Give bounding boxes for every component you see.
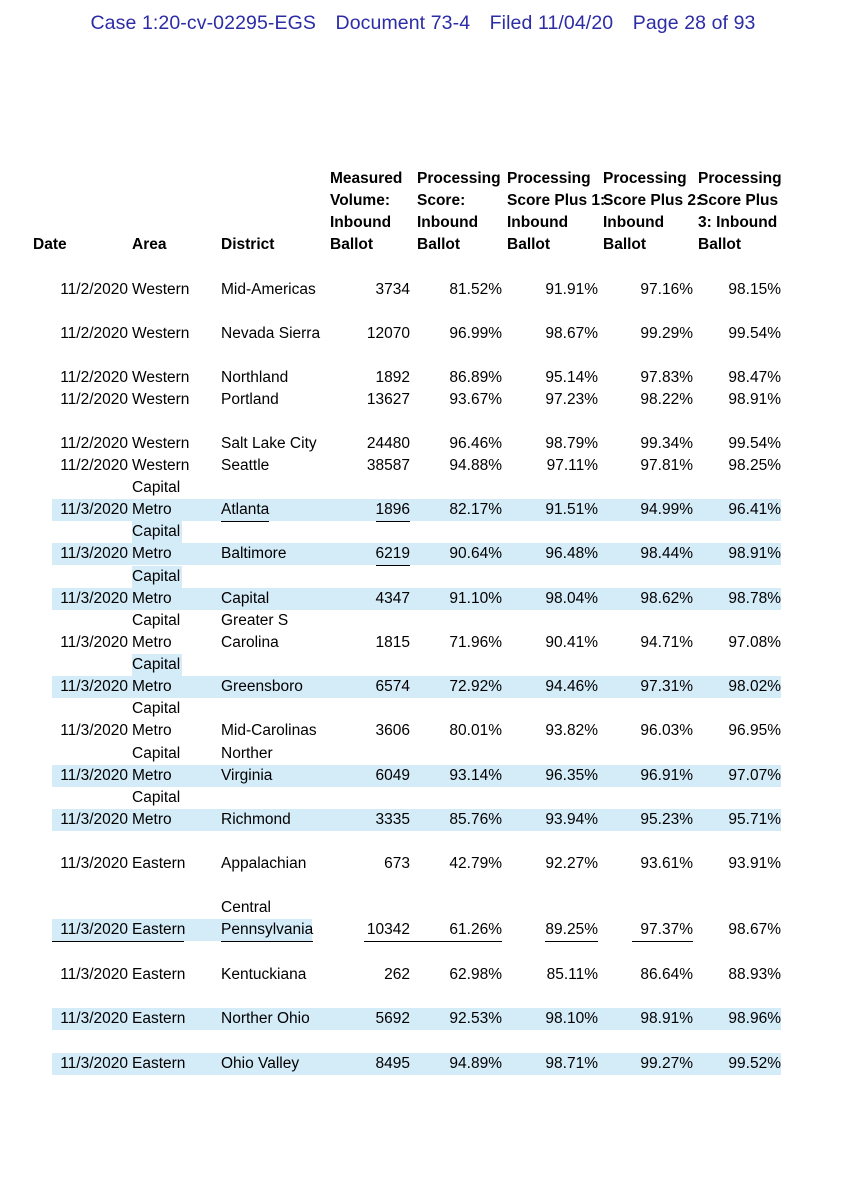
cell-plus1: 98.04% — [545, 590, 598, 607]
table-row — [0, 612, 846, 654]
table-row — [0, 789, 846, 831]
cell-plus1: 96.48% — [545, 545, 598, 562]
column-header-line: Score: — [417, 192, 466, 209]
table-row — [0, 1053, 846, 1075]
cell-plus3: 98.15% — [728, 281, 781, 298]
cell-plus1: 92.27% — [545, 855, 598, 872]
column-header-volume — [330, 168, 402, 256]
column-header-line: Volume: — [330, 192, 390, 209]
cell-area-line2: Metro — [132, 678, 172, 695]
cell-score: 61.26% — [449, 921, 502, 938]
cell-volume: 12070 — [366, 325, 410, 342]
table-row — [0, 899, 846, 941]
cell-district-line1: Norther — [221, 745, 273, 762]
cell-plus3: 96.41% — [728, 501, 781, 518]
cell-score: 82.17% — [449, 501, 502, 518]
cell-date: 11/3/2020 — [60, 966, 128, 983]
cell-plus2: 97.83% — [640, 369, 693, 386]
cell-plus2: 99.27% — [640, 1055, 693, 1072]
cell-plus2: 94.71% — [640, 634, 693, 651]
cell-score: 96.99% — [449, 325, 502, 342]
column-header-score — [417, 168, 501, 256]
cell-date: 11/3/2020 — [60, 767, 128, 784]
cell-plus2: 98.91% — [640, 1010, 693, 1027]
table-row — [0, 700, 846, 742]
cell-plus2: 99.29% — [640, 325, 693, 342]
cell-district: Kentuckiana — [221, 966, 307, 983]
table-row — [0, 656, 846, 698]
cell-score: 71.96% — [449, 634, 502, 651]
table-row — [0, 568, 846, 610]
cell-volume: 8495 — [375, 1055, 410, 1072]
cell-area: Eastern — [132, 966, 186, 983]
cell-district: Appalachian — [221, 855, 307, 872]
table-row — [0, 455, 846, 477]
table-row — [0, 389, 846, 411]
column-header-date — [33, 234, 67, 256]
column-header-line: Inbound — [603, 214, 665, 231]
column-header-line: Score Plus 2: — [603, 192, 702, 209]
cell-plus1: 93.94% — [545, 811, 598, 828]
cell-score: 93.14% — [449, 767, 502, 784]
cell-plus3: 96.95% — [728, 722, 781, 739]
cell-score: 86.89% — [449, 369, 502, 386]
cell-district: Mid-Americas — [221, 281, 316, 298]
table-row — [0, 853, 846, 875]
cell-area: Eastern — [132, 921, 186, 938]
cell-district: Capital — [221, 590, 270, 607]
case-number: Case 1:20-cv-02295-EGS — [90, 12, 316, 34]
row-underline — [632, 941, 693, 942]
column-header-plus2 — [603, 168, 701, 256]
cell-date: 11/3/2020 — [60, 1010, 128, 1027]
column-header-line: Ballot — [330, 236, 374, 253]
cell-district: Seattle — [221, 457, 270, 474]
column-header-line: Processing — [603, 170, 687, 187]
cell-plus3: 98.47% — [728, 369, 781, 386]
table-row — [0, 745, 846, 787]
cell-plus2: 86.64% — [640, 966, 693, 983]
cell-area-line2: Metro — [132, 501, 172, 518]
cell-volume: 6219 — [376, 543, 410, 566]
cell-score: 94.89% — [449, 1055, 502, 1072]
column-header-district — [221, 234, 274, 256]
cell-area: Western — [132, 457, 190, 474]
cell-plus1: 91.91% — [545, 281, 598, 298]
cell-plus2: 99.34% — [640, 435, 693, 452]
cell-area-line1: Capital — [132, 612, 181, 629]
cell-district: Mid-Carolinas — [221, 722, 317, 739]
cell-plus1: 97.23% — [545, 391, 598, 408]
cell-area-line1: Capital — [132, 700, 181, 717]
column-header-area — [132, 234, 166, 256]
cell-date: 11/2/2020 — [60, 457, 128, 474]
column-header-line: Processing — [507, 170, 591, 187]
cell-plus3: 99.52% — [728, 1055, 781, 1072]
table-row — [0, 1008, 846, 1030]
cell-area-line1: Capital — [132, 479, 181, 496]
cell-plus3: 98.25% — [728, 457, 781, 474]
cell-plus2: 96.03% — [640, 722, 693, 739]
cell-plus2: 98.44% — [640, 545, 693, 562]
cell-plus3: 98.67% — [728, 921, 781, 938]
cell-volume: 13627 — [366, 391, 410, 408]
cell-plus3: 95.71% — [728, 811, 781, 828]
cell-district-line1: Central — [221, 899, 271, 916]
table-row — [0, 279, 846, 301]
cell-plus2: 95.23% — [640, 811, 693, 828]
cell-plus3: 98.96% — [728, 1010, 781, 1027]
cell-plus3: 98.78% — [728, 590, 781, 607]
column-header-line: District — [221, 236, 275, 253]
cell-plus3: 98.02% — [728, 678, 781, 695]
cell-score: 80.01% — [449, 722, 502, 739]
cell-volume: 3734 — [375, 281, 410, 298]
cell-plus1: 98.10% — [545, 1010, 598, 1027]
cell-district-line2: Pennsylvania — [221, 919, 313, 942]
cell-volume: 6574 — [375, 678, 410, 695]
cell-area-line2: Metro — [132, 634, 172, 651]
table-row — [0, 479, 846, 521]
row-underline — [545, 941, 598, 942]
cell-volume: 38587 — [366, 457, 410, 474]
cell-date: 11/2/2020 — [60, 325, 128, 342]
cell-area: Western — [132, 325, 190, 342]
cell-district-line1: Greater S — [221, 612, 289, 629]
column-header-line: Processing — [698, 170, 782, 187]
cell-plus3: 97.07% — [728, 767, 781, 784]
row-underline — [364, 941, 502, 942]
cell-plus1: 85.11% — [546, 966, 598, 983]
cell-plus2: 97.31% — [640, 678, 693, 695]
cell-plus3: 93.91% — [728, 855, 781, 872]
cell-plus2: 98.22% — [640, 391, 693, 408]
cell-score: 94.88% — [449, 457, 502, 474]
cell-area: Western — [132, 391, 190, 408]
cell-plus3: 99.54% — [728, 325, 781, 342]
cell-area: Western — [132, 281, 190, 298]
cell-score: 62.98% — [449, 966, 502, 983]
cell-district: Nevada Sierra — [221, 325, 321, 342]
cell-area: Eastern — [132, 855, 186, 872]
table-row — [0, 323, 846, 345]
cell-area-line1: Capital — [132, 568, 181, 585]
cell-area-line2: Metro — [132, 767, 172, 784]
column-header-plus3 — [698, 168, 782, 256]
cell-score: 85.76% — [449, 811, 502, 828]
cell-volume: 10342 — [366, 921, 410, 938]
column-header-line: Inbound — [330, 214, 392, 231]
cell-plus1: 95.14% — [545, 369, 598, 386]
cell-date: 11/2/2020 — [60, 369, 128, 386]
cell-date: 11/2/2020 — [60, 391, 128, 408]
cell-score: 96.46% — [449, 435, 502, 452]
column-header-line: 3: Inbound — [698, 214, 778, 231]
cell-date: 11/3/2020 — [60, 634, 128, 651]
cell-score: 91.10% — [449, 590, 502, 607]
cell-date: 11/3/2020 — [60, 590, 128, 607]
cell-district: Ohio Valley — [221, 1055, 300, 1072]
cell-area-line2: Metro — [132, 545, 172, 562]
cell-volume: 4347 — [375, 590, 410, 607]
cell-volume: 5692 — [375, 1010, 410, 1027]
cell-date: 11/3/2020 — [60, 678, 128, 695]
cell-volume: 262 — [384, 966, 410, 983]
cell-plus2: 98.62% — [640, 590, 693, 607]
cell-plus3: 88.93% — [728, 966, 781, 983]
cell-volume: 24480 — [366, 435, 410, 452]
column-header-line: Ballot — [603, 236, 647, 253]
cell-score: 92.53% — [449, 1010, 502, 1027]
cell-plus3: 99.54% — [728, 435, 781, 452]
cell-plus1: 98.67% — [545, 325, 598, 342]
column-header-line: Ballot — [417, 236, 461, 253]
cell-volume: 6049 — [375, 767, 410, 784]
cell-plus1: 96.35% — [545, 767, 598, 784]
cell-volume: 1815 — [375, 634, 410, 651]
cell-volume: 3335 — [375, 811, 410, 828]
cell-plus3: 98.91% — [728, 545, 781, 562]
column-header-line: Area — [132, 236, 167, 253]
cell-plus2: 97.16% — [640, 281, 693, 298]
column-header-line: Score Plus 1: — [507, 192, 606, 209]
cell-plus2: 94.99% — [640, 501, 693, 518]
filed-date: Filed 11/04/20 — [489, 12, 614, 34]
cell-plus3: 98.91% — [728, 391, 781, 408]
cell-area-line1: Capital — [132, 523, 181, 540]
cell-area: Eastern — [132, 1010, 186, 1027]
cell-area: Western — [132, 369, 190, 386]
cell-district-line2: Carolina — [221, 634, 279, 651]
cell-volume: 3606 — [375, 722, 410, 739]
row-underline — [52, 941, 184, 942]
document-number: Document 73-4 — [335, 12, 471, 34]
cell-score: 81.52% — [449, 281, 502, 298]
column-header-line: Ballot — [698, 236, 742, 253]
cell-district: Atlanta — [221, 499, 269, 522]
column-header-line: Inbound — [507, 214, 569, 231]
cell-volume: 673 — [384, 855, 410, 872]
cell-area-line2: Metro — [132, 722, 172, 739]
cell-score: 90.64% — [449, 545, 502, 562]
cell-date: 11/3/2020 — [60, 921, 128, 938]
table-row — [0, 367, 846, 389]
cell-district: Salt Lake City — [221, 435, 317, 452]
cell-district: Northland — [221, 369, 289, 386]
cell-district: Greensboro — [221, 678, 303, 695]
column-header-plus1 — [507, 168, 605, 256]
cell-plus1: 89.25% — [545, 921, 598, 938]
cell-date: 11/3/2020 — [60, 722, 128, 739]
cell-district: Baltimore — [221, 545, 287, 562]
cell-plus1: 91.51% — [545, 501, 598, 518]
cell-date: 11/3/2020 — [60, 545, 128, 562]
cell-area: Western — [132, 435, 190, 452]
cell-plus2: 93.61% — [640, 855, 693, 872]
table-row — [0, 964, 846, 986]
cell-date: 11/2/2020 — [60, 281, 128, 298]
cell-date: 11/3/2020 — [60, 855, 128, 872]
column-header-line: Inbound — [417, 214, 479, 231]
cell-area-line1: Capital — [132, 789, 181, 806]
cell-date: 11/2/2020 — [60, 435, 128, 452]
cell-plus3: 97.08% — [728, 634, 781, 651]
cell-area-line1: Capital — [132, 745, 181, 762]
column-header-line: Date — [33, 236, 67, 253]
cell-volume: 1896 — [376, 499, 410, 522]
page-number: Page 28 of 93 — [632, 12, 756, 34]
cell-volume: 1892 — [375, 369, 410, 386]
column-header-line: Score Plus — [698, 192, 779, 209]
cell-area-line2: Metro — [132, 811, 172, 828]
cell-area-line1: Capital — [132, 656, 181, 673]
cell-date: 11/3/2020 — [60, 501, 128, 518]
table-row — [0, 523, 846, 565]
cell-plus1: 98.79% — [545, 435, 598, 452]
cell-score: 72.92% — [449, 678, 502, 695]
cell-district: Portland — [221, 391, 279, 408]
cell-score: 42.79% — [449, 855, 502, 872]
cell-district: Norther Ohio — [221, 1010, 310, 1027]
cell-district-line2: Virginia — [221, 767, 273, 784]
cell-plus2: 97.37% — [640, 921, 693, 938]
column-header-line: Ballot — [507, 236, 551, 253]
cell-area: Eastern — [132, 1055, 186, 1072]
cell-district: Richmond — [221, 811, 291, 828]
cell-area-line2: Metro — [132, 590, 172, 607]
column-header-line: Measured — [330, 170, 403, 187]
cell-plus1: 90.41% — [545, 634, 598, 651]
cell-plus2: 97.81% — [640, 457, 693, 474]
table-row — [0, 433, 846, 455]
cell-plus1: 98.71% — [545, 1055, 598, 1072]
cell-date: 11/3/2020 — [60, 1055, 128, 1072]
cell-plus1: 94.46% — [545, 678, 598, 695]
cell-plus1: 93.82% — [545, 722, 598, 739]
cell-score: 93.67% — [449, 391, 502, 408]
column-header-line: Processing — [417, 170, 501, 187]
cell-date: 11/3/2020 — [60, 811, 128, 828]
cell-plus2: 96.91% — [640, 767, 693, 784]
cell-plus1: 97.11% — [546, 457, 598, 474]
